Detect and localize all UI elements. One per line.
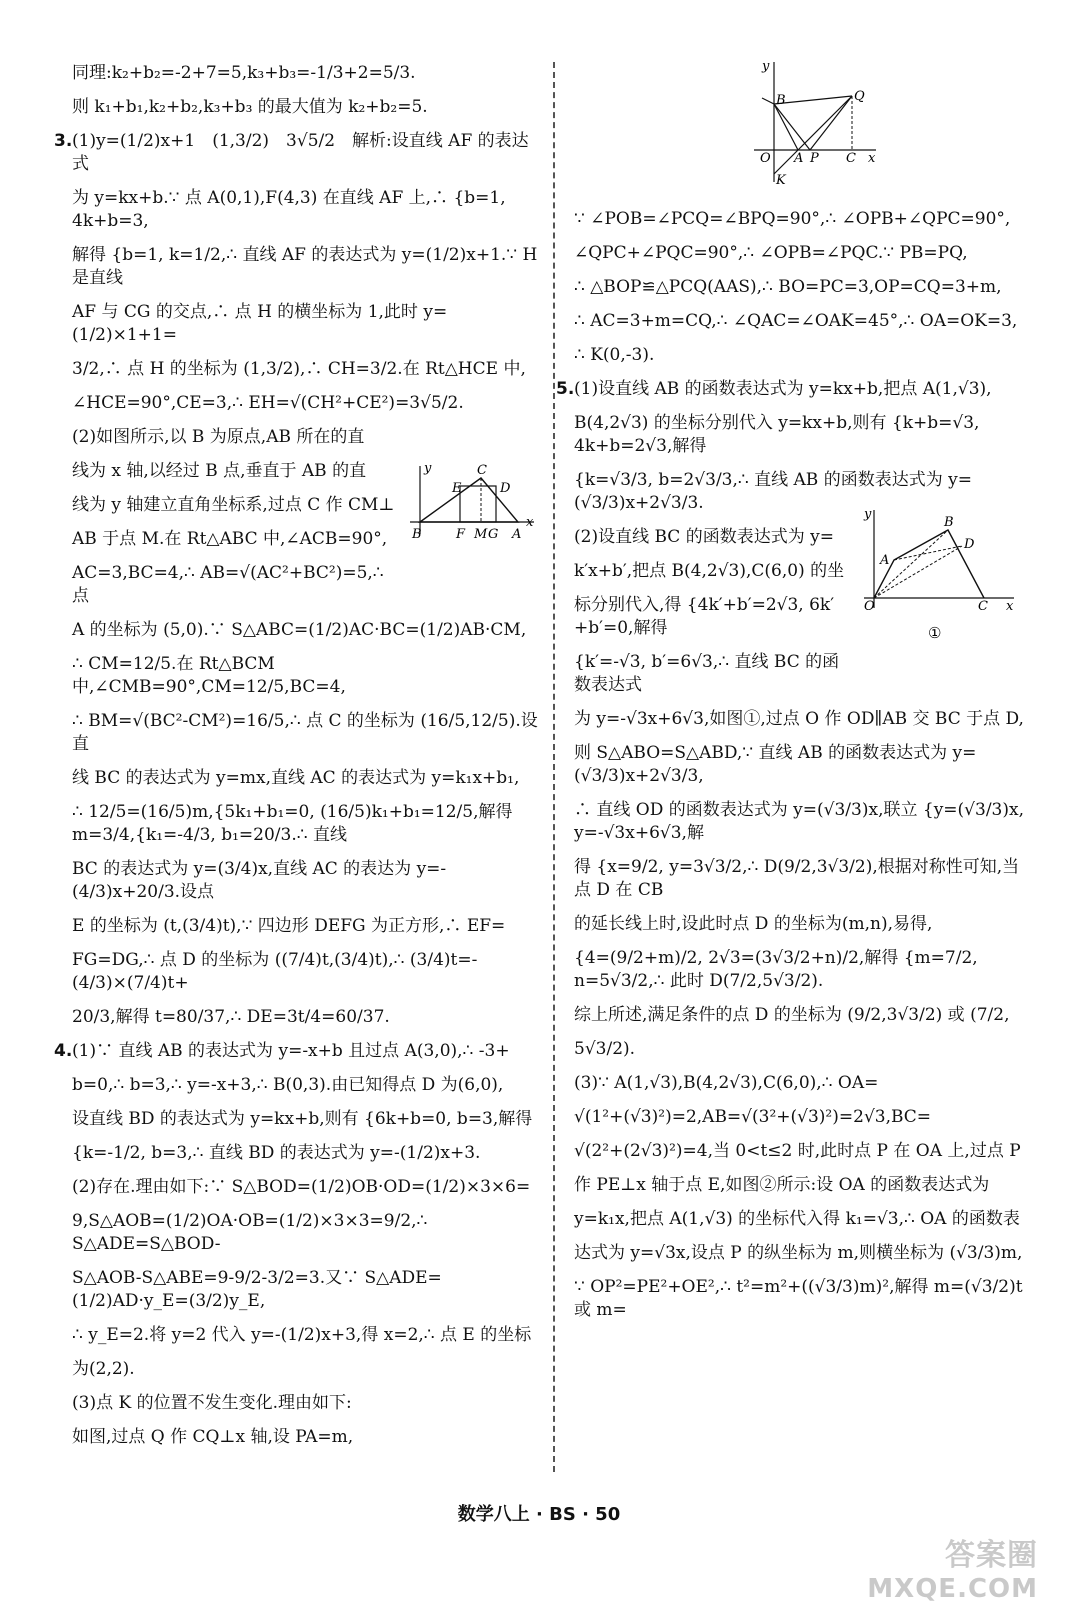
left-line-text: S△AOB-S△ABE=9-9/2-3/2=3.又∵ S△ADE=(1/2)AD·y_E=(3/2)y_E,	[72, 1268, 442, 1311]
left-line	[54, 130, 540, 176]
left-line	[72, 1210, 540, 1256]
left-line	[72, 494, 397, 517]
left-line	[72, 1176, 540, 1199]
left-line	[72, 1324, 540, 1347]
right-line-text: 综上所述,满足条件的点 D 的坐标为 (9/2,3√3/2) 或 (7/2,	[574, 1005, 1010, 1025]
right-line	[574, 1140, 1036, 1163]
problem-number: 4.	[54, 1041, 73, 1061]
right-line	[574, 1242, 1036, 1265]
column-divider	[553, 62, 555, 1472]
left-line-text: 为 y=kx+b.∵ 点 A(0,1),F(4,3) 在直线 AF 上,∴ {b=1, 4k+b=3,	[72, 188, 512, 231]
left-line-text: 线 BC 的表达式为 y=mx,直线 AC 的表达式为 y=k₁x+b₁,	[72, 768, 520, 788]
left-line-text: AB 于点 M.在 Rt△ABC 中,∠ACB=90°,	[72, 529, 388, 549]
fig1-label-c: C	[477, 463, 487, 478]
fig3-label-b: B	[944, 515, 954, 530]
right-column	[556, 208, 1036, 1333]
left-line-text: (3)点 K 的位置不发生变化.理由如下:	[72, 1393, 352, 1413]
fig2-label-a: A	[794, 151, 804, 166]
right-line-text: ∴ △BOP≌△PCQ(AAS),∴ BO=PC=3,OP=CQ=3+m,	[574, 277, 1002, 297]
right-line-text: (3)∵ A(1,√3),B(4,2√3),C(6,0),∴ OA=	[574, 1073, 879, 1093]
right-line-text: (2)设直线 BC 的函数表达式为 y=	[574, 527, 834, 547]
right-line	[574, 526, 854, 549]
left-line	[72, 1267, 540, 1313]
fig2-label-p: P	[810, 151, 819, 166]
fig3-label-o: O	[864, 599, 875, 614]
figure-1-quadrilateral	[860, 506, 1020, 651]
right-line	[574, 913, 1036, 936]
left-line-text: ∠HCE=90°,CE=3,∴ EH=√(CH²+CE²)=3√5/2.	[72, 393, 464, 413]
left-line-text: (1)y=(1/2)x+1 (1,3/2) 3√5/2 解析:设直线 AF 的表达式	[72, 131, 529, 174]
right-line-text: ∴ 直线 OD 的函数表达式为 y=(√3/3)x,联立 {y=(√3/3)x, y=-√3x+6√3,解	[574, 800, 1030, 843]
left-line	[72, 949, 540, 995]
right-line-text: 为 y=-√3x+6√3,如图①,过点 O 作 OD∥AB 交 BC 于点 D,	[574, 709, 1024, 729]
left-line	[72, 1358, 540, 1381]
right-line	[574, 594, 854, 640]
right-line-text: 标分别代入,得 {4k′+b′=2√3, 6k′+b′=0,解得	[574, 595, 835, 638]
right-line-text: 则 S△ABO=S△ABD,∵ 直线 AB 的函数表达式为 y=(√3/3)x+2√3/3,	[574, 743, 977, 786]
left-line	[72, 244, 543, 290]
right-line	[556, 378, 1036, 401]
right-line-text: 的延长线上时,设此时点 D 的坐标为(m,n),易得,	[574, 914, 933, 934]
right-line-text: {4=(9/2+m)/2, 2√3=(3√3/2+n)/2,解得 {m=7/2, n=5√3/2,∴ 此时 D(7/2,5√3/2).	[574, 948, 984, 991]
right-line-text: B(4,2√3) 的坐标分别代入 y=kx+b,则有 {k+b=√3, 4k+b=2√3,解得	[574, 413, 985, 456]
fig2-label-o: O	[760, 151, 771, 166]
left-line-text: AC=3,BC=4,∴ AB=√(AC²+BC²)=5,∴ 点	[72, 563, 390, 606]
left-line	[72, 358, 540, 381]
fig1-label-d: D	[500, 481, 511, 496]
left-line-text: 设直线 BD 的表达式为 y=kx+b,则有 {6k+b=0, b=3,解得	[72, 1109, 533, 1129]
problem-number: 3.	[54, 131, 73, 151]
left-line-text: 线为 x 轴,以经过 B 点,垂直于 AB 的直	[72, 461, 367, 481]
left-line-text: FG=DG,∴ 点 D 的坐标为 ((7/4)t,(3/4)t),∴ (3/4)t=-(4/3)×(7/4)t+	[72, 950, 478, 993]
left-line	[72, 96, 540, 119]
fig3-label-y: y	[864, 507, 872, 522]
right-line	[574, 856, 1036, 902]
left-line-text: {k=-1/2, b=3,∴ 直线 BD 的表达式为 y=-(1/2)x+3.	[72, 1143, 481, 1163]
left-line	[72, 301, 540, 347]
left-line-text: ∴ 12/5=(16/5)m,{5k₁+b₁=0, (16/5)k₁+b₁=12/5,解得 m=3/4,{k₁=-4/3, b₁=20/3.∴ 直线	[72, 802, 518, 845]
left-line	[72, 1142, 540, 1165]
fig3-label-c: C	[978, 599, 988, 614]
left-line	[72, 426, 397, 449]
right-line-text: {k′=-√3, b′=6√3,∴ 直线 BC 的函数表达式	[574, 652, 840, 695]
left-line	[72, 1108, 540, 1131]
right-line-text: 得 {x=9/2, y=3√3/2,∴ D(9/2,3√3/2),根据对称性可知,当点 D 在 CB	[574, 857, 1020, 900]
right-line	[574, 1276, 1036, 1322]
left-line	[72, 1006, 540, 1029]
left-line-text: E 的坐标为 (t,(3/4)t),∵ 四边形 DEFG 为正方形,∴ EF=	[72, 916, 506, 936]
right-line-text: 5√3/2).	[574, 1039, 636, 1059]
fig1-label-b: B	[412, 527, 422, 542]
right-line-text: ∴ AC=3+m=CQ,∴ ∠QAC=∠OAK=45°,∴ OA=OK=3,	[574, 311, 1018, 331]
left-line-text: 线为 y 轴建立直角坐标系,过点 C 作 CM⊥	[72, 495, 395, 515]
left-line	[72, 801, 540, 847]
fig2-label-b: B	[776, 93, 786, 108]
left-line	[72, 528, 397, 551]
fig1-label-y: y	[424, 462, 432, 476]
watermark-line2: MXQE.COM	[867, 1574, 1038, 1604]
left-line	[72, 392, 540, 415]
figure-point-q-k	[752, 58, 882, 193]
left-line-text: 解得 {b=1, k=1/2,∴ 直线 AF 的表达式为 y=(1/2)x+1.∵ H 是直线	[72, 245, 543, 288]
left-line	[72, 1074, 540, 1097]
right-line	[574, 742, 1036, 788]
figure-square-in-triangle	[408, 462, 538, 547]
right-line-text: ∵ OP²=PE²+OE²,∴ t²=m²+((√3/3)m)²,解得 m=(√3/2)t 或 m=	[574, 1277, 1028, 1320]
left-line-text: 同理:k₂+b₂=-2+7=5,k₃+b₃=-1/3+2=5/3.	[72, 63, 416, 83]
right-line-text: 达式为 y=√3x,设点 P 的纵坐标为 m,则横坐标为 (√3/3)m,	[574, 1243, 1023, 1263]
left-line-text: 如图,过点 Q 作 CQ⊥x 轴,设 PA=m,	[72, 1427, 354, 1447]
right-line	[574, 412, 1036, 458]
left-line-text: (2)如图所示,以 B 为原点,AB 所在的直	[72, 427, 365, 447]
fig2-label-k: K	[776, 173, 786, 188]
left-line	[72, 619, 540, 642]
left-line	[72, 858, 540, 904]
right-line	[574, 276, 1036, 299]
fig1-label-x: x	[526, 515, 534, 530]
right-line-text: √(1²+(√3)²)=2,AB=√(3²+(√3)²)=2√3,BC=	[574, 1107, 932, 1127]
left-line-text: 20/3,解得 t=80/37,∴ DE=3t/4=60/37.	[72, 1007, 390, 1027]
left-line	[72, 710, 540, 756]
left-line-text: A 的坐标为 (5,0).∵ S△ABC=(1/2)AC·BC=(1/2)AB·CM,	[72, 620, 527, 640]
left-line	[72, 915, 540, 938]
right-line	[574, 1106, 1036, 1129]
left-line	[72, 1392, 540, 1415]
right-line	[574, 947, 1036, 993]
fig3-label-x: x	[1006, 599, 1014, 614]
right-line	[574, 799, 1036, 845]
page-footer: 数学八上 · BS · 50	[457, 1504, 621, 1525]
right-line	[574, 560, 854, 583]
right-line	[574, 708, 1036, 731]
problem-number: 5.	[556, 379, 575, 399]
fig2-label-y: y	[762, 59, 770, 74]
right-line	[574, 344, 1036, 367]
left-line-text: ∴ y_E=2.将 y=2 代入 y=-(1/2)x+3,得 x=2,∴ 点 E 的坐标	[72, 1325, 532, 1345]
fig2-label-x: x	[868, 151, 876, 166]
left-column	[54, 62, 543, 1460]
left-line-text: b=0,∴ b=3,∴ y=-x+3,∴ B(0,3).由已知得点 D 为(6,0),	[72, 1075, 504, 1095]
left-line	[72, 1426, 540, 1449]
right-line	[574, 1208, 1036, 1231]
watermark-line1: 答案圈	[945, 1538, 1038, 1573]
left-line-text: BC 的表达式为 y=(3/4)x,直线 AC 的表达为 y=-(4/3)x+20/3.设点	[72, 859, 447, 902]
right-line	[574, 242, 1036, 265]
fig1-label-g: G	[488, 527, 499, 542]
left-line-text: 9,S△AOB=(1/2)OA·OB=(1/2)×3×3=9/2,∴ S△ADE=S△BOD-	[72, 1211, 433, 1254]
left-line	[72, 562, 397, 608]
fig1-label-f: F	[456, 527, 466, 542]
fig3-label-a: A	[880, 553, 890, 568]
right-line-text: ∵ ∠POB=∠PCQ=∠BPQ=90°,∴ ∠OPB+∠QPC=90°,	[574, 209, 1011, 229]
watermark-logo	[867, 1530, 1038, 1604]
right-line-text: ∠QPC+∠PQC=90°,∴ ∠OPB=∠PQC.∵ PB=PQ,	[574, 243, 968, 263]
left-line	[72, 460, 397, 483]
right-line-text: (1)设直线 AB 的函数表达式为 y=kx+b,把点 A(1,√3),	[574, 379, 992, 399]
left-line-text: 3/2,∴ 点 H 的坐标为 (1,3/2),∴ CH=3/2.在 Rt△HCE 中,	[72, 359, 526, 379]
left-line	[54, 1040, 540, 1063]
right-line-text: √(2²+(2√3)²)=4,当 0<t≤2 时,此时点 P 在 OA 上,过点 P	[574, 1141, 1021, 1161]
right-line	[574, 1072, 1036, 1095]
left-line	[72, 62, 540, 85]
right-line-text: k′x+b′,把点 B(4,2√3),C(6,0) 的坐	[574, 561, 845, 581]
left-line-text: ∴ BM=√(BC²-CM²)=16/5,∴ 点 C 的坐标为 (16/5,12/5).设直	[72, 711, 538, 754]
right-line	[574, 310, 1036, 333]
fig1-label-e: E	[452, 481, 462, 496]
right-line	[574, 1038, 1036, 1061]
right-line-text: 作 PE⊥x 轴于点 E,如图②所示:设 OA 的函数表达式为	[574, 1175, 990, 1195]
fig1-label-m: M	[474, 527, 488, 542]
fig3-label-d: D	[964, 537, 975, 552]
right-line-text: y=k₁x,把点 A(1,√3) 的坐标代入得 k₁=√3,∴ OA 的函数表	[574, 1209, 1020, 1229]
left-line	[72, 767, 540, 790]
right-line-text: ∴ K(0,-3).	[574, 345, 655, 365]
left-line-text: ∴ CM=12/5.在 Rt△BCM 中,∠CMB=90°,CM=12/5,BC=4,	[72, 654, 346, 697]
left-line	[72, 653, 540, 699]
right-line	[574, 1004, 1036, 1027]
right-line	[574, 208, 1036, 231]
fig2-label-c: C	[846, 151, 856, 166]
left-line	[72, 187, 540, 233]
fig3-caption: ①	[928, 624, 942, 642]
right-line	[574, 651, 854, 697]
left-line-text: 则 k₁+b₁,k₂+b₂,k₃+b₃ 的最大值为 k₂+b₂=5.	[72, 97, 428, 117]
left-line-text: (2)存在.理由如下:∵ S△BOD=(1/2)OB·OD=(1/2)×3×6=	[72, 1177, 531, 1197]
fig2-label-q: Q	[854, 89, 865, 104]
right-line-text: {k=√3/3, b=2√3/3,∴ 直线 AB 的函数表达式为 y=(√3/3)x+2√3/3.	[574, 470, 972, 513]
left-line-text: 为(2,2).	[72, 1359, 135, 1379]
fig1-label-a: A	[512, 527, 522, 542]
left-line-text: AF 与 CG 的交点,∴ 点 H 的横坐标为 1,此时 y=(1/2)×1+1=	[72, 302, 448, 345]
right-line	[574, 1174, 1036, 1197]
left-line-text: (1)∵ 直线 AB 的表达式为 y=-x+b 且过点 A(3,0),∴ -3+	[72, 1041, 510, 1061]
